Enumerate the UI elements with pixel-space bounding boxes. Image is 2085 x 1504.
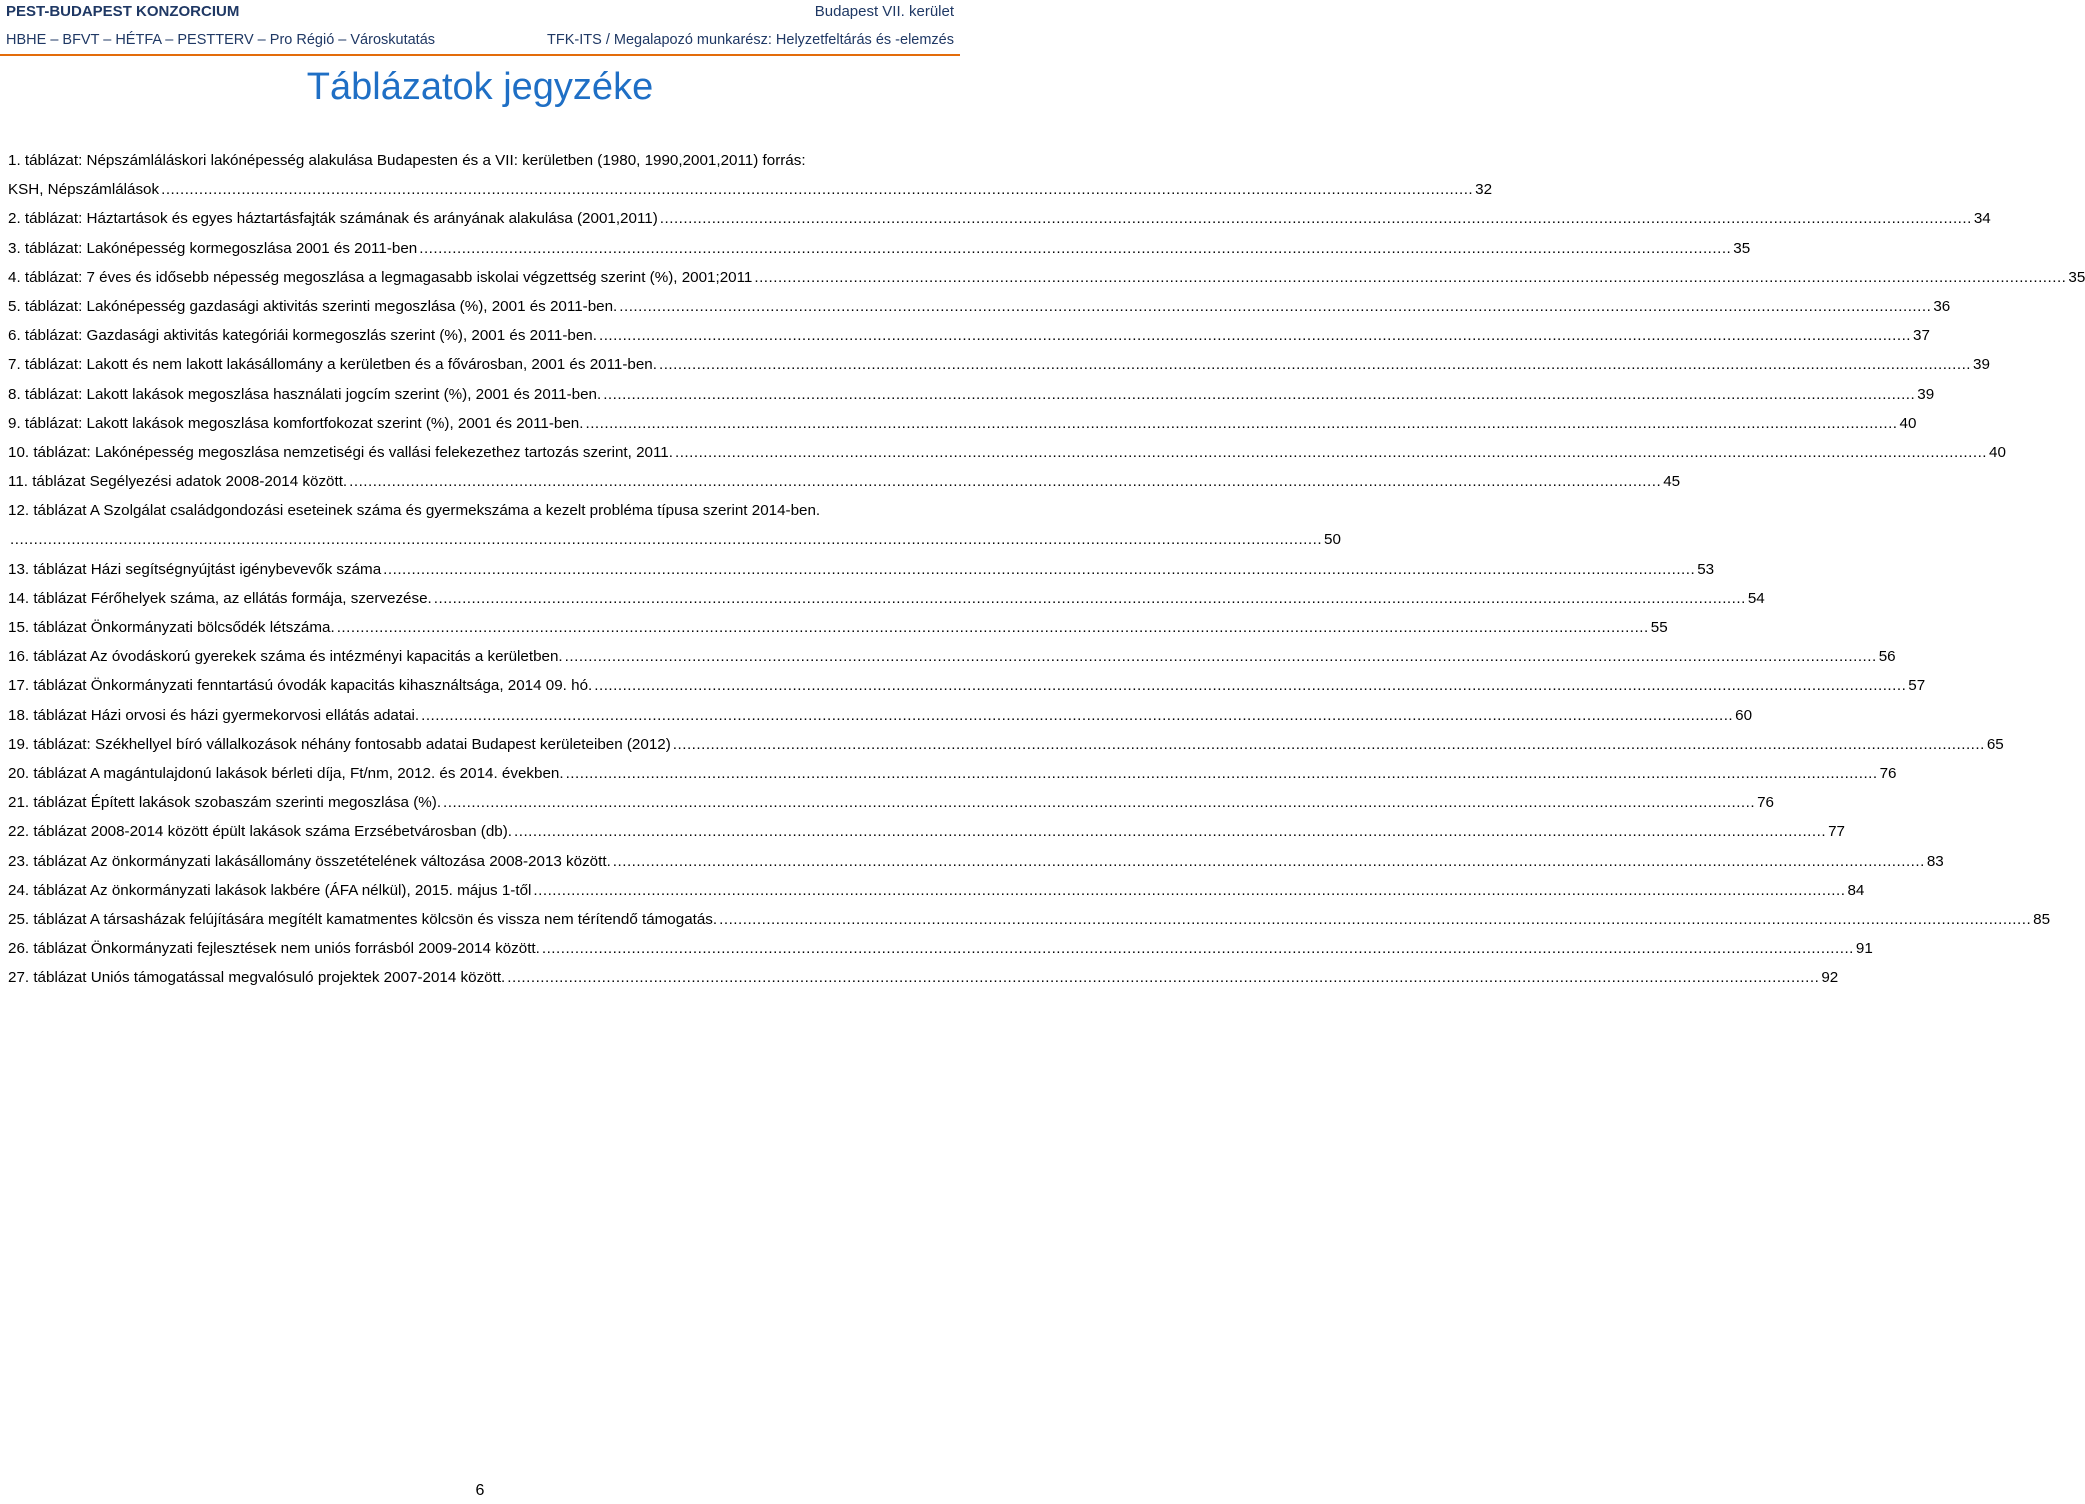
toc-page-number: 45 — [1663, 473, 1681, 491]
toc-entry-text: 21. táblázat Épített lakások szobaszám szerinti megoszlása (%). — [8, 794, 442, 812]
dot-leader — [619, 292, 1931, 321]
toc-page-number: 32 — [1475, 181, 1493, 199]
toc-page-number: 40 — [1899, 414, 1917, 432]
header-rule — [0, 54, 960, 56]
toc-entry[interactable] — [8, 759, 1897, 788]
table-of-tables — [8, 146, 2085, 992]
toc-entry-continuation[interactable] — [8, 175, 1493, 204]
dot-leader — [434, 584, 1746, 613]
toc-entry[interactable] — [8, 263, 2085, 292]
toc-page-number: 35 — [1733, 239, 1751, 257]
toc-page-number: 36 — [1933, 297, 1951, 315]
toc-entry[interactable] — [8, 613, 1668, 642]
document-part: TFK-ITS / Megalapozó munkarész: Helyzetfeltárás és -elemzés — [547, 32, 954, 48]
toc-page-number: 37 — [1913, 327, 1930, 345]
dot-leader — [659, 350, 1971, 379]
toc-page-number: 40 — [1989, 443, 2006, 461]
toc-entry-text: 6. táblázat: Gazdasági aktivitás kategóriái kormegoszlás szerint (%), 2001 és 2011-ben. — [8, 327, 597, 345]
toc-entry[interactable] — [8, 321, 1930, 350]
toc-entry[interactable] — [8, 642, 1896, 671]
running-header-top — [0, 0, 960, 22]
toc-page-number: 77 — [1828, 823, 1845, 841]
toc-entry-text: 1. táblázat: Népszámláláskori lakónépesség alakulása Budapesten és a VII: kerületben (1980, 1990,2001,2011) forrás: — [8, 152, 806, 169]
toc-entry[interactable] — [8, 963, 1839, 992]
toc-page-number: 53 — [1697, 560, 1715, 578]
page-number: 6 — [475, 1482, 485, 1499]
dot-leader — [542, 934, 1854, 963]
toc-page-number: 65 — [1986, 735, 2004, 753]
dot-leader — [337, 613, 1649, 642]
toc-entry[interactable] — [8, 409, 1917, 438]
toc-entry-text: 11. táblázat Segélyezési adatok 2008-2014 között. — [8, 473, 348, 491]
toc-entry-text: 23. táblázat Az önkormányzati lakásállomány összetételének változása 2008-2013 között. — [8, 852, 611, 870]
toc-entry-text: 25. táblázat A társasházak felújítására megítélt kamatmentes kölcsön és vissza nem térítendő támogatás. — [8, 910, 718, 928]
dot-leader — [161, 175, 1473, 204]
toc-page-number: 34 — [1973, 210, 1991, 228]
dot-leader — [603, 380, 1915, 409]
toc-entry-text: 10. táblázat: Lakónépesség megoszlása nemzetiségi és vallási felekezethez tartozás szerint, 2011. — [8, 443, 673, 461]
toc-entry[interactable] — [8, 146, 954, 175]
toc-entry[interactable] — [8, 934, 1873, 963]
toc-entry-text: 26. táblázat Önkormányzati fejlesztések nem uniós forrásból 2009-2014 között. — [8, 940, 540, 958]
toc-entry[interactable] — [8, 584, 1765, 613]
dot-leader — [566, 759, 1878, 788]
toc-page-number: 57 — [1908, 677, 1926, 695]
dot-leader — [10, 525, 1322, 554]
toc-entry[interactable] — [8, 847, 1944, 876]
page-title: Táblázatok jegyzéke — [306, 66, 654, 108]
running-header-bottom — [0, 29, 960, 51]
toc-entry[interactable] — [8, 817, 1845, 846]
dot-leader — [421, 701, 1733, 730]
toc-page-number: 85 — [2033, 910, 2051, 928]
toc-entry[interactable] — [8, 905, 2051, 934]
toc-page-number: 76 — [1879, 764, 1897, 782]
dot-leader — [594, 671, 1906, 700]
toc-entry-text: 16. táblázat Az óvodáskorú gyerekek száma és intézményi kapacitás a kerületben. — [8, 648, 563, 666]
toc-entry-text: 14. táblázat Férőhelyek száma, az ellátás formája, szervezése. — [8, 589, 432, 607]
toc-entry-text: 3. táblázat: Lakónépesség kormegoszlása 2001 és 2011-ben — [8, 239, 418, 257]
toc-page-number: 55 — [1650, 619, 1668, 636]
toc-entry-text: 13. táblázat Házi segítségnyújtást igénybevevők száma — [8, 560, 382, 578]
toc-entry-text: 9. táblázat: Lakott lakások megoszlása komfortfokozat szerint (%), 2001 és 2011-ben. — [8, 414, 584, 432]
consortium-name: PEST-BUDAPEST KONZORCIUM — [6, 2, 240, 20]
toc-entry-text: 2. táblázat: Háztartások és egyes háztartásfajták számának és arányának alakulása (2001,2011) — [8, 210, 658, 228]
toc-entry-text: 19. táblázat: Székhellyel bíró vállalkozások néhány fontosabb adatai Budapest kerületeiben (2012) — [8, 735, 671, 753]
dot-leader — [565, 642, 1877, 671]
dot-leader — [719, 905, 2031, 934]
toc-entry[interactable] — [8, 234, 1751, 263]
toc-page-number: 35 — [2068, 268, 2085, 286]
toc-entry[interactable] — [8, 467, 1681, 496]
dot-leader — [673, 730, 1985, 759]
toc-entry[interactable] — [8, 350, 1990, 379]
dot-leader — [383, 555, 1695, 584]
toc-page-number: 50 — [1324, 531, 1341, 549]
toc-entry-text: 22. táblázat 2008-2014 között épült lakások száma Erzsébetvárosban (db). — [8, 823, 513, 841]
dot-leader — [754, 263, 2066, 292]
toc-entry[interactable] — [8, 496, 954, 525]
toc-entry[interactable] — [8, 671, 1926, 700]
dot-leader — [675, 438, 1987, 467]
toc-page-number: 56 — [1878, 648, 1896, 666]
toc-page-number: 54 — [1747, 589, 1765, 607]
toc-page-number: 91 — [1855, 940, 1873, 958]
dot-leader — [443, 788, 1755, 817]
dot-leader — [613, 847, 1925, 876]
toc-page-number: 76 — [1757, 794, 1774, 812]
toc-page-number: 39 — [1973, 356, 1990, 374]
dot-leader — [599, 321, 1911, 350]
toc-entry-text: KSH, Népszámlálások — [8, 181, 160, 199]
toc-entry[interactable] — [8, 730, 2004, 759]
toc-entry[interactable] — [8, 380, 1935, 409]
toc-entry[interactable] — [8, 555, 1715, 584]
toc-page-number: 39 — [1917, 385, 1935, 403]
dot-leader — [533, 876, 1845, 905]
toc-entry-text: 17. táblázat Önkormányzati fenntartású óvodák kapacitás kihasználtsága, 2014 09. hó. — [8, 677, 593, 695]
toc-entry-text: 15. táblázat Önkormányzati bölcsődék létszáma. — [8, 619, 335, 636]
toc-entry-text: 18. táblázat Házi orvosi és házi gyermekorvosi ellátás adatai. — [8, 706, 420, 724]
dot-leader — [514, 817, 1826, 846]
toc-entry-text: 5. táblázat: Lakónépesség gazdasági aktivitás szerinti megoszlása (%), 2001 és 2011-ben. — [8, 297, 618, 315]
district-name: Budapest VII. kerület — [814, 2, 954, 20]
toc-entry-text: 20. táblázat A magántulajdonú lakások bérleti díja, Ft/nm, 2012. és 2014. években. — [8, 764, 564, 782]
partners-list: HBHE – BFVT – HÉTFA – PESTTERV – Pro Régió – Városkutatás — [6, 32, 436, 48]
toc-entry[interactable] — [8, 438, 2006, 467]
toc-entry[interactable] — [8, 701, 1753, 730]
dot-leader — [419, 234, 1731, 263]
toc-page-number: 92 — [1821, 969, 1839, 987]
toc-entry-text: 4. táblázat: 7 éves és idősebb népesség megoszlása a legmagasabb iskolai végzettség szerint (%), 2001;2011 — [8, 268, 753, 286]
toc-page-number: 83 — [1926, 852, 1944, 870]
dot-leader — [585, 409, 1897, 438]
toc-entry[interactable] — [8, 292, 1951, 321]
toc-page-number: 60 — [1735, 706, 1753, 724]
toc-page-number: 84 — [1847, 881, 1865, 899]
dot-leader — [349, 467, 1661, 496]
toc-entry-text: 24. táblázat Az önkormányzati lakások lakbére (ÁFA nélkül), 2015. május 1-től — [8, 881, 532, 899]
toc-entry-text: 12. táblázat A Szolgálat családgondozási eseteinek száma és gyermekszáma a kezelt probléma típusa szerint 2014-ben. — [8, 502, 821, 520]
dot-leader — [507, 963, 1819, 992]
toc-entry-continuation[interactable] — [8, 525, 1341, 554]
toc-entry-text: 7. táblázat: Lakott és nem lakott lakásállomány a kerületben és a fővárosban, 2001 és 2011-ben. — [8, 356, 657, 374]
toc-entry[interactable] — [8, 876, 1865, 905]
toc-entry-text: 27. táblázat Uniós támogatással megvalósuló projektek 2007-2014 között. — [8, 969, 506, 987]
toc-entry[interactable] — [8, 204, 1991, 233]
dot-leader — [660, 204, 1972, 233]
toc-entry[interactable] — [8, 788, 1774, 817]
toc-entry-text: 8. táblázat: Lakott lakások megoszlása használati jogcím szerint (%), 2001 és 2011-ben. — [8, 385, 602, 403]
